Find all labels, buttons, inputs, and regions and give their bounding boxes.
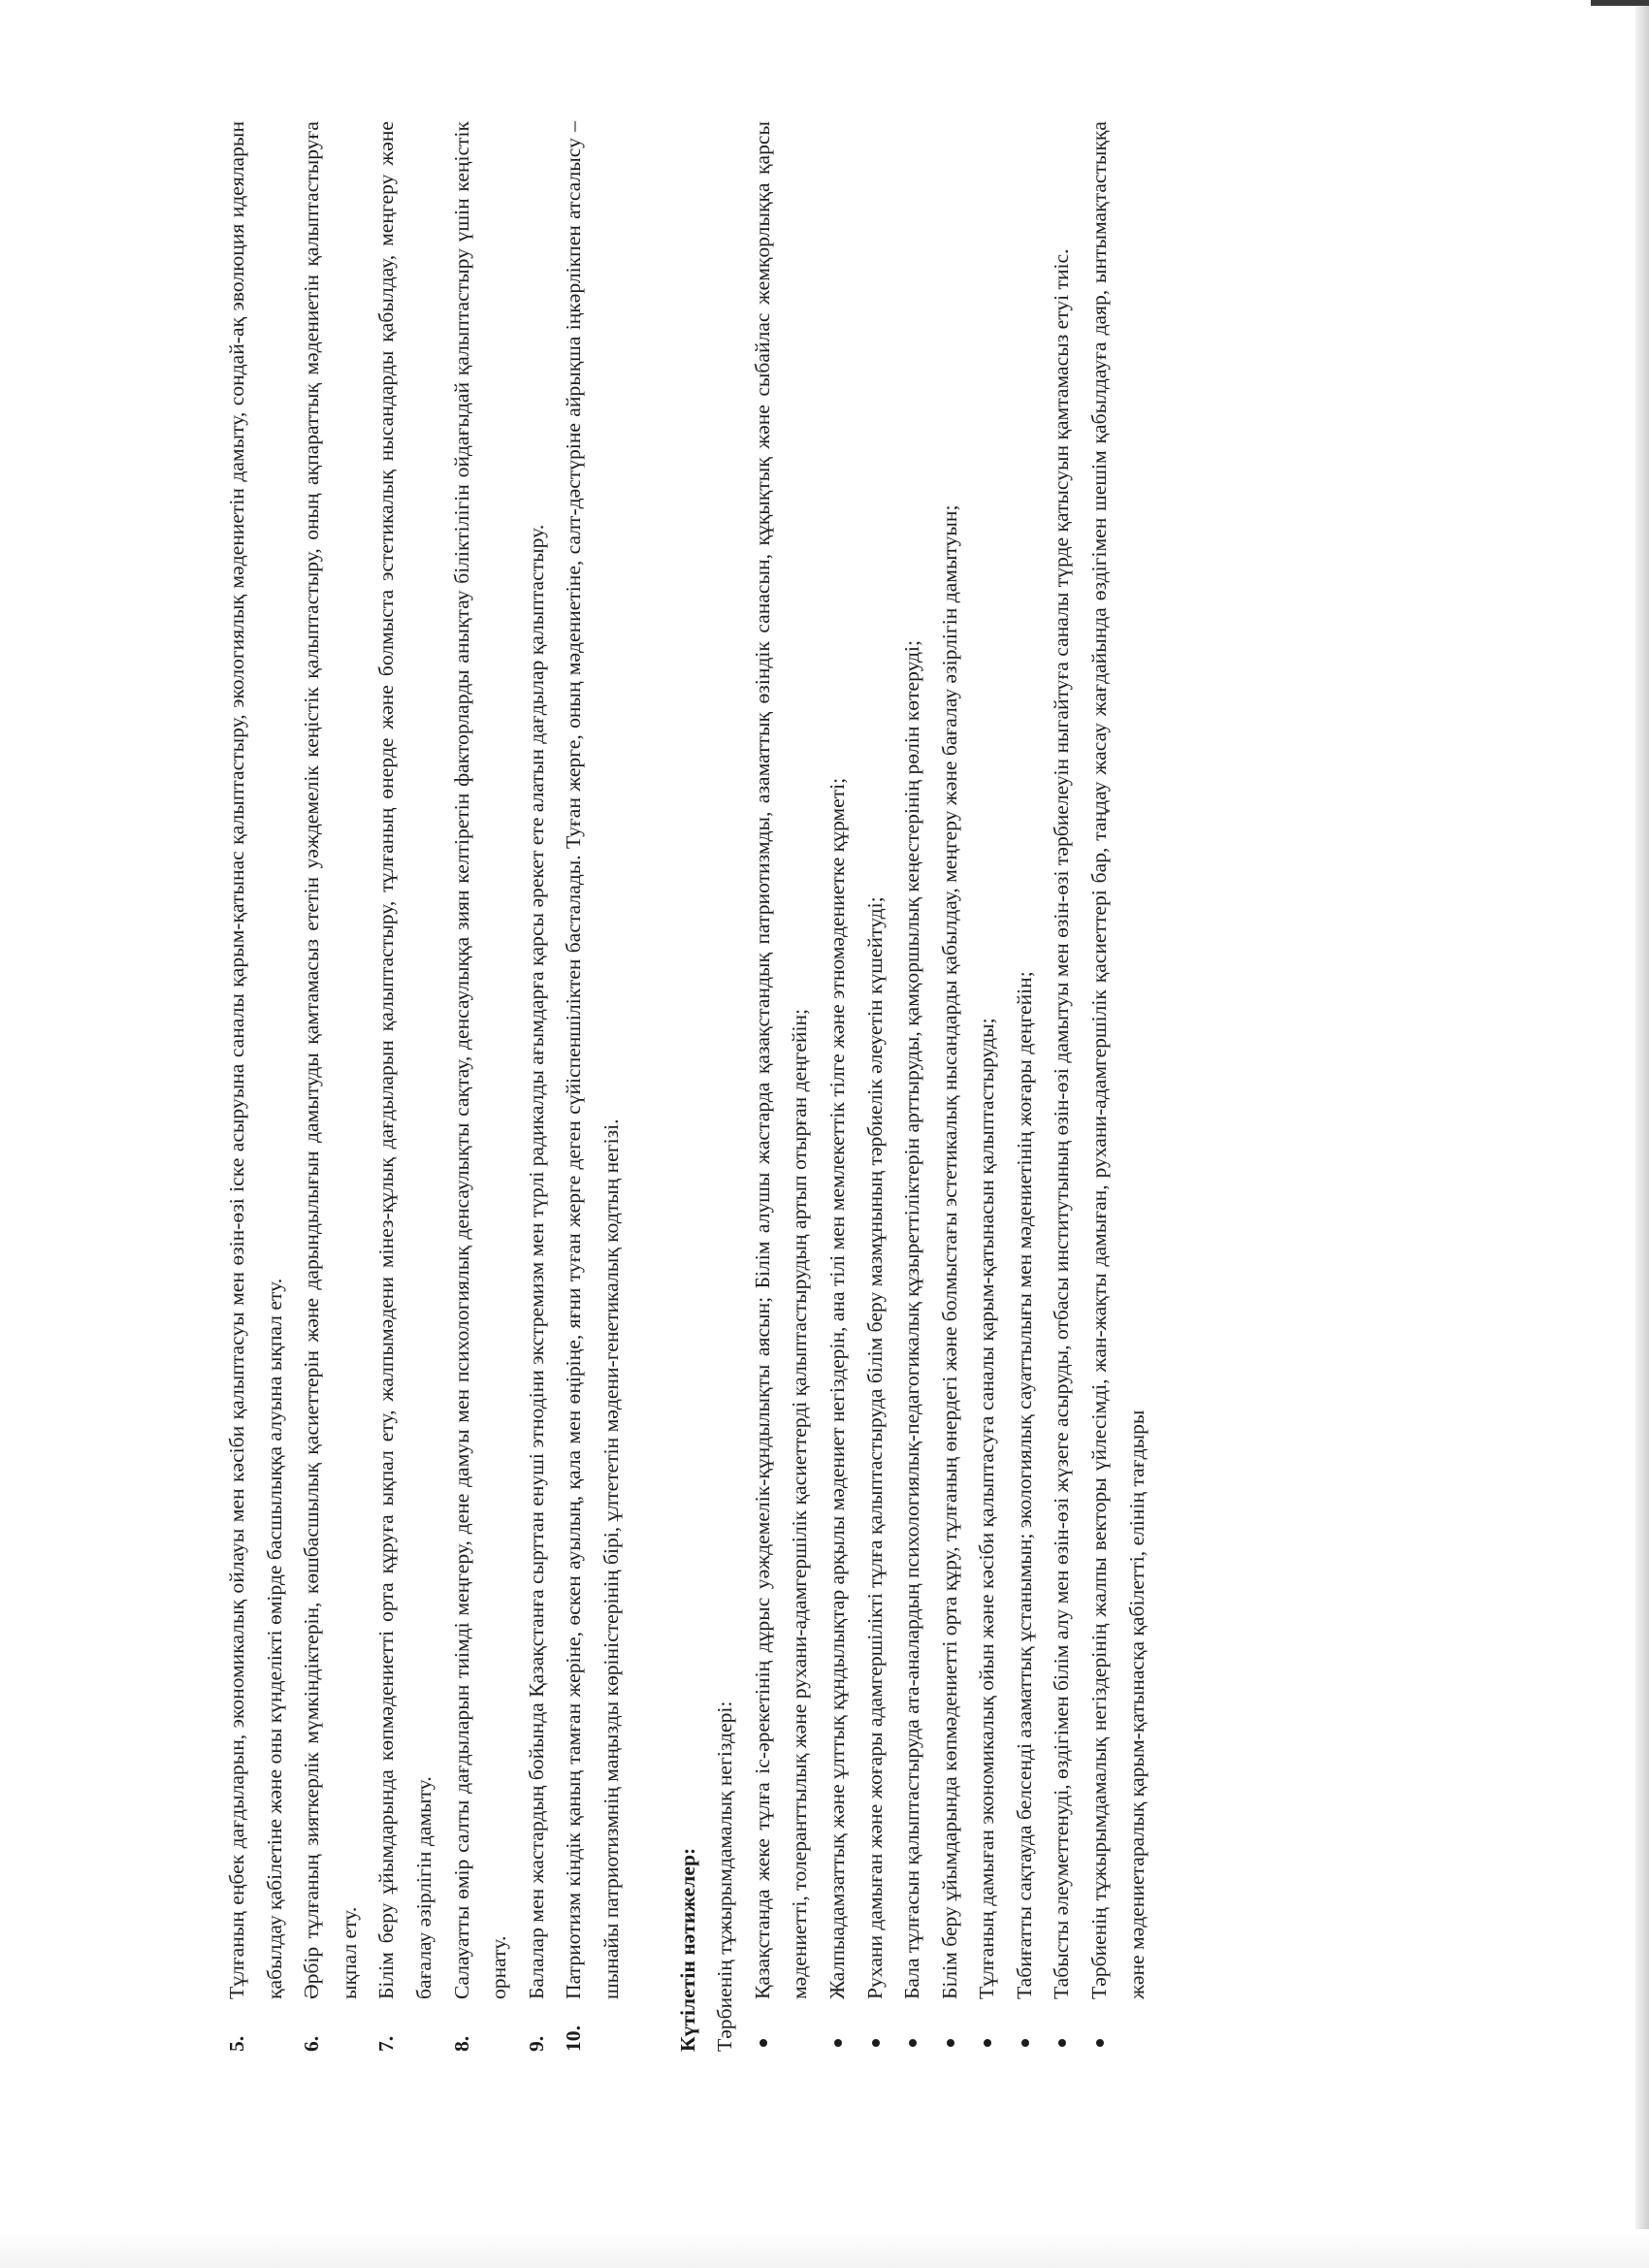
numbered-item [555,121,630,2052]
item-text: Әрбір тұлғаның зияткерлік мүмкіндіктерін, көшбасшылық қасиеттерін және дарындылығын дамытуды қамтамасыз ететін уәждемелік кеңістік қалыптастыру, оның ақпараттық мәдениетін қалыптастыруға ықпал ету. [300,121,361,1999]
numbered-item [368,121,442,2052]
bullet-item [744,121,819,2052]
item-number: 7. [374,2035,399,2052]
item-text: Тұлғаның еңбек дағдыларын, экономикалық ойлауы мен кәсіби қалыптасуы мен өзін-өзі іске асыруына саналы қарым-қатынас қалыптастыру, экологиялық мәдениетін дамыту, сондай-ақ эволюция идеяларын қабылдау қабілетіне және оны күнделікті өмірде басшылыққа алуына ықпал ету. [225,121,286,1999]
rotated-page-content [218,121,1440,2052]
bullet-text: Табысты әлеуметтенуді, өздігімен білім алу мен өзін-өзі жүзеге асыруды, отбасы институтының өзін-өзі дамытуы мен өзін-өзі тәрбиелеуін ныгайтуға саналы түрде қатысуын қамтамасыз етуі тиіс. [1050,248,1074,1999]
bullet-text: Қазақстанда жеке тұлға іс-әрекетінің дұрыс уәждемелік-құндылықты аясын; Білім алушы жастарда қазақстандық патриотизмды, азаматтық өзіндік санасын, құқықтық және сыбайлас жемқорлыққа қарсы мәдениетті, толеранттылық және рухани-адамгершілік қасиеттерді қалыптастырудың артып отырған деңгейін; [750,121,812,1999]
item-number: 10. [562,2025,586,2052]
results-bullets [744,121,1156,2052]
scan-bottom-shadow [0,2229,1649,2268]
numbered-item [293,121,368,2052]
bullet-text: Табиғатты сақтауда белсенді азаматтық ұстанымын; экологиялық сауаттылығы мен мәдениетінің жоғары деңгейін; [1012,971,1036,1999]
bullet-text: Білім беру ұйымдарында көпмәдениетті орта құру, тұлғаның өнердегі және болмыстағы эстетикалық нысандарды қабылдау, меңгеру және бағалау әзірлігін дамытуын; [937,504,961,1999]
bullet-dot-icon [872,2039,880,2047]
results-heading: Күтілетін нәтижелер: [675,1847,699,2052]
item-number: 8. [449,2035,473,2052]
numbered-list [218,121,630,2052]
item-text: Білім беру ұйымдарында көпмәдениетті орта құруға ықпал ету, жалпымәдени мінез-құлық дағдыларын қалыптастыру, тұлғаның өнерде және болмыста эстетикалық нысандарды қабылдау, меңгеру және бағалау әзірлігін дамыту. [374,121,436,1999]
bullet-item [968,121,1006,2052]
item-text: Патриотизм кіндік қаның тамған жеріне, өскен ауылың, қала мен өңіріңе, яғни туған жерге деген сүйіспеншіліктен басталады. Туған жерге, оның мәдениетіне, салт-дәстүріне айрықша іңкәрлікпен атсалысу – шынайы патриотизмнің маңызды көріністерінің бірі, ұлтететін мәдени-генетикалық кодтың негізі. [562,121,623,1999]
bullet-item [1043,121,1081,2052]
item-number: 9. [524,2035,548,2052]
bullet-dot-icon [1058,2039,1066,2047]
bullet-item [1006,121,1044,2052]
numbered-item [443,121,518,2052]
bullet-text: Рухани дамыған және жоғары адамгершілікті тұлға қалыптастыруда білім беру мазмұнының тәрбиелік әлеуетін күшейтуді; [862,896,887,1999]
bullet-text: Бала тұлғасын қалыптастыруда ата-аналардың психологиялық-педагогикалық құзыреттіліктерін арттыруды, қамқоршылық кеңестерінің рөлін көтеруді; [900,639,924,1999]
scan-corner-mark [1591,0,1649,6]
bullet-item [893,121,931,2052]
item-number: 6. [300,2035,324,2052]
scan-edge [1635,0,1649,2268]
bullet-text: Жалпыадамзаттық және ұлттық құндылықтар арқылы мәдениет негіздерін, ана тілі мен мемлекеттік тілге және этномәдениетке құрметі; [824,777,849,1999]
bullet-text: Тұлғаның дамыған экономикалық ойын және кәсіби қалыптасуға саналы қарым-қатынасын қалыптастыруды; [975,1018,999,1999]
results-intro: Тәрбиенің тұжырымдамалық негіздері: [713,1701,737,2052]
item-text: Салауатты өмір салты дағдыларын тиімді меңгеру, дене дамуы мен психологиялық денсаулықты сақтау, денсаулыққа зиян келтіретін факторларды анықтау біліктілігін ойдағыдай қалыптастыру үшін кеңістік орнату. [449,121,511,1999]
bullet-dot-icon [947,2039,954,2047]
bullet-item [931,121,969,2052]
bullet-dot-icon [984,2039,991,2047]
item-number: 5. [225,2035,248,2052]
bullet-dot-icon [834,2039,842,2047]
bullet-item [857,121,894,2052]
bullet-text: Тәрбиенің тұжырымдамалық негіздерінің жалпы векторы үйлесімді, жан-жақты дамыған, рухани-адамгершілік қасиеттері бар, таңдау жасау жағдайында өздігімен шешім қабылдауға даяр, ынтымақтастыққа және мәдениетаралық қарым-қатынасқа қабілетті, елінің тағдыры [1087,121,1148,1999]
bullet-dot-icon [1021,2039,1029,2047]
bullet-dot-icon [760,2039,767,2047]
bullet-dot-icon [909,2039,917,2047]
numbered-item [218,121,293,2052]
bullet-dot-icon [1096,2039,1104,2047]
item-text: Балалар мен жастардың бойында Қазақстанға сырттан енуші этнодіни экстремизм мен түрлі радикалды ағымдарға қарсы әрекет ете алатын дағдылар қалыптастыру. [524,524,548,1999]
numbered-item [518,121,556,2052]
bullet-item [1081,121,1155,2052]
bullet-item [819,121,857,2052]
